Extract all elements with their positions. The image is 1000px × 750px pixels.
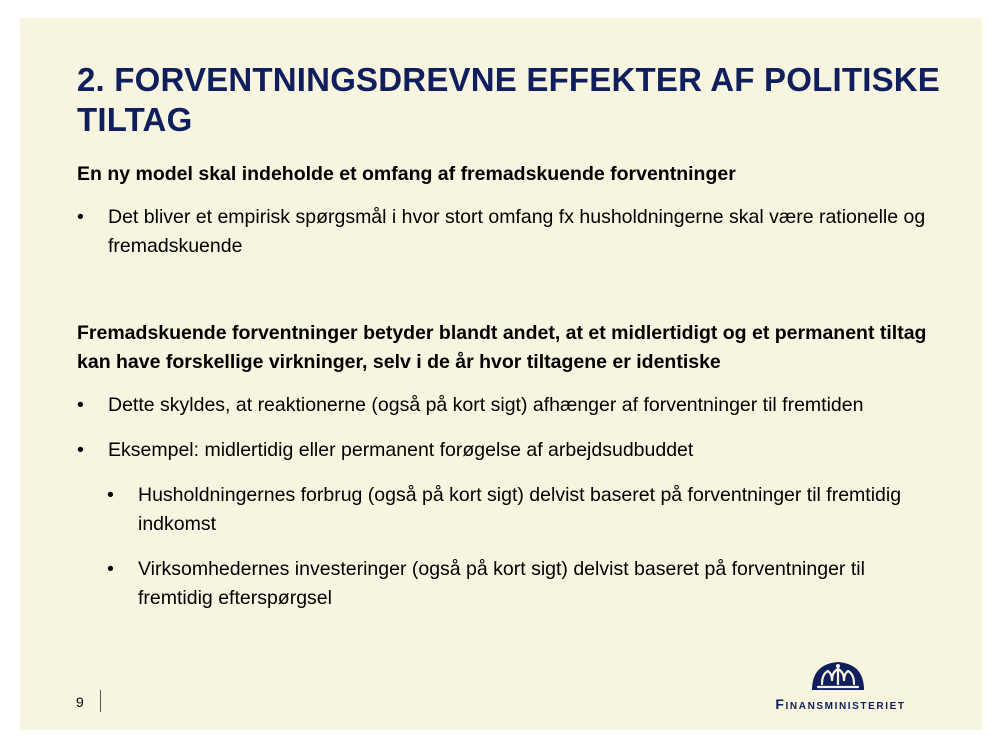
sub-bullet-text: Husholdningernes forbrug (også på kort sigt) delvist baseret på forventninger til fremtidig indkomst (138, 484, 902, 535)
logo-text: Finansministeriet (775, 696, 906, 712)
sub-bullet-item (107, 555, 937, 613)
section-1-heading: En ny model skal indeholde et omfang af fremadskuende forventninger (77, 163, 736, 185)
sub-bullet-text: Virksomhedernes investeringer (også på kort sigt) delvist baseret på forventninger til fremtidig efterspørgsel (138, 558, 865, 609)
slide (20, 18, 982, 730)
finansministeriet-logo (748, 660, 933, 716)
bullet-dot: • (77, 206, 84, 228)
bullet-dot: • (77, 394, 84, 416)
bullet-item (77, 391, 937, 420)
bullet-dot: • (107, 484, 114, 506)
bullet-text: Det bliver et empirisk spørgsmål i hvor stort omfang fx husholdningerne skal være rationelle og fremadskuende (108, 206, 926, 257)
slide-title: 2. FORVENTNINGSDREVNE EFFEKTER AF POLITISKE TILTAG (77, 61, 941, 138)
sub-bullet-item (107, 481, 937, 539)
bullet-text: Dette skyldes, at reaktionerne (også på kort sigt) afhænger af forventninger til fremtiden (108, 394, 864, 416)
page-number: 9 (76, 694, 84, 710)
bullet-text: Eksempel: midlertidig eller permanent forøgelse af arbejdsudbuddet (108, 439, 694, 461)
crown-icon (808, 660, 868, 694)
bullet-dot: • (77, 439, 84, 461)
footer-divider (100, 690, 101, 712)
section-2-heading: Fremadskuende forventninger betyder blandt andet, at et midlertidigt og et permanent tiltag kan have forskellige virkninger, selv i de år hvor tiltagene er identiske (77, 322, 927, 373)
bullet-item (77, 436, 937, 465)
bullet-item (77, 203, 937, 261)
slide-content (77, 160, 937, 613)
bullet-dot: • (107, 558, 114, 580)
